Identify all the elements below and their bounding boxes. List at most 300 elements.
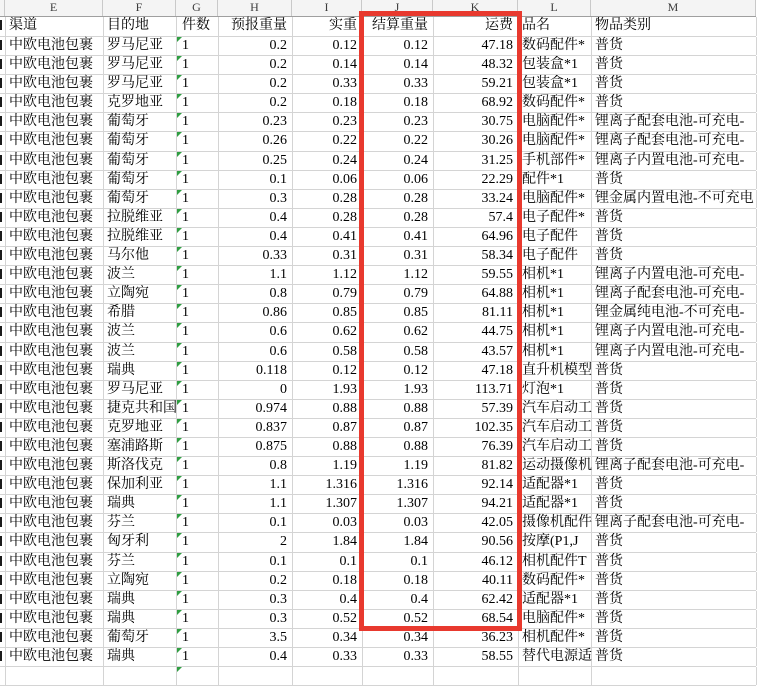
cell-actual-weight[interactable]: 0.41 — [293, 228, 363, 246]
cell-settlement-weight[interactable]: 1.307 — [363, 495, 434, 513]
column-header-I[interactable]: I — [292, 0, 362, 16]
cell-pieces[interactable]: 1 — [177, 152, 219, 170]
cell-settlement-weight[interactable]: 0.28 — [363, 209, 434, 227]
cell-forecast-weight[interactable]: 0.4 — [219, 228, 293, 246]
cell-freight[interactable]: 42.05 — [434, 514, 519, 532]
cell-channel[interactable]: 中欧电池包裹 — [6, 457, 104, 475]
cell-actual-weight[interactable]: 0.85 — [293, 304, 363, 322]
cell-actual-weight[interactable]: 0.24 — [293, 152, 363, 170]
cell-pieces[interactable]: 1 — [177, 572, 219, 590]
cell-forecast-weight[interactable]: 0.3 — [219, 610, 293, 628]
cell-freight[interactable]: 113.71 — [434, 381, 519, 399]
cell-forecast-weight[interactable]: 0.2 — [219, 37, 293, 55]
cell-settlement-weight[interactable]: 0.03 — [363, 514, 434, 532]
cell-actual-weight[interactable]: 0.52 — [293, 610, 363, 628]
cell-channel[interactable]: 中欧电池包裹 — [6, 171, 104, 189]
cell-freight[interactable]: 22.29 — [434, 171, 519, 189]
cell-pieces[interactable]: 1 — [177, 37, 219, 55]
cell-channel[interactable]: 中欧电池包裹 — [6, 514, 104, 532]
cell-freight[interactable]: 59.21 — [434, 75, 519, 93]
cell-freight[interactable]: 62.42 — [434, 591, 519, 609]
cell-destination[interactable]: 瑞典 — [104, 610, 177, 628]
cell-forecast-weight[interactable]: 0.6 — [219, 343, 293, 361]
cell-pieces[interactable]: 1 — [177, 323, 219, 341]
cell-actual-weight[interactable]: 0.33 — [293, 75, 363, 93]
cell-forecast-weight[interactable]: 0.25 — [219, 152, 293, 170]
cell-forecast-weight[interactable]: 0.23 — [219, 113, 293, 131]
cell-freight[interactable] — [434, 667, 519, 685]
column-header-L[interactable]: L — [518, 0, 591, 16]
cell-actual-weight[interactable]: 0.4 — [293, 591, 363, 609]
cell-product[interactable]: 直升机模型 — [519, 362, 592, 380]
cell-forecast-weight[interactable]: 0.4 — [219, 648, 293, 666]
cell-settlement-weight[interactable]: 0.28 — [363, 190, 434, 208]
cell-channel[interactable]: 中欧电池包裹 — [6, 533, 104, 551]
cell-channel[interactable]: 中欧电池包裹 — [6, 438, 104, 456]
cell-channel[interactable]: 中欧电池包裹 — [6, 94, 104, 112]
cell-settlement-weight[interactable]: 0.33 — [363, 648, 434, 666]
cell-pieces[interactable]: 1 — [177, 419, 219, 437]
cell-channel[interactable]: 中欧电池包裹 — [6, 285, 104, 303]
cell-settlement-weight[interactable]: 0.12 — [363, 362, 434, 380]
cell-product[interactable]: 包装盒*1 — [519, 56, 592, 74]
cell-pieces[interactable]: 1 — [177, 171, 219, 189]
cell-pieces[interactable]: 1 — [177, 648, 219, 666]
cell-settlement-weight[interactable]: 0.85 — [363, 304, 434, 322]
cell-channel[interactable]: 中欧电池包裹 — [6, 572, 104, 590]
cell-settlement-weight[interactable]: 0.58 — [363, 343, 434, 361]
cell-pieces[interactable]: 1 — [177, 56, 219, 74]
cell-channel[interactable]: 中欧电池包裹 — [6, 228, 104, 246]
cell-destination[interactable]: 瑞典 — [104, 495, 177, 513]
cell-destination[interactable]: 斯洛伐克 — [104, 457, 177, 475]
cell-product[interactable]: 汽车启动工 — [519, 438, 592, 456]
cell-product[interactable]: 电脑配件* — [519, 190, 592, 208]
cell-channel[interactable]: 中欧电池包裹 — [6, 266, 104, 284]
cell-destination[interactable]: 罗马尼亚 — [104, 56, 177, 74]
cell-product[interactable]: 适配器*1 — [519, 476, 592, 494]
cell-category[interactable]: 普货 — [592, 419, 757, 437]
cell-settlement-weight[interactable]: 0.34 — [363, 629, 434, 647]
cell-product[interactable]: 电脑配件* — [519, 132, 592, 150]
cell-destination[interactable]: 拉脱维亚 — [104, 228, 177, 246]
cell-destination[interactable]: 瑞典 — [104, 591, 177, 609]
cell-actual-weight[interactable]: 0.1 — [293, 553, 363, 571]
cell-product[interactable]: 电子配件 — [519, 228, 592, 246]
cell-category[interactable]: 普货 — [592, 247, 757, 265]
cell-product[interactable]: 摄像机配件 — [519, 514, 592, 532]
cell-product[interactable]: 数码配件* — [519, 37, 592, 55]
cell-forecast-weight[interactable]: 0.1 — [219, 553, 293, 571]
cell-channel[interactable]: 中欧电池包裹 — [6, 304, 104, 322]
cell-product[interactable]: 适配器*1 — [519, 591, 592, 609]
cell-destination[interactable]: 立陶宛 — [104, 572, 177, 590]
cell-destination[interactable]: 罗马尼亚 — [104, 37, 177, 55]
cell-category[interactable]: 锂离子内置电池-可充电- — [592, 343, 757, 361]
header-cell[interactable]: 物品类别 — [592, 17, 757, 36]
cell-freight[interactable]: 40.11 — [434, 572, 519, 590]
cell-freight[interactable]: 57.4 — [434, 209, 519, 227]
cell-settlement-weight[interactable]: 0.18 — [363, 572, 434, 590]
cell-forecast-weight[interactable]: 0.2 — [219, 56, 293, 74]
cell-settlement-weight[interactable]: 0.22 — [363, 132, 434, 150]
column-header-F[interactable]: F — [103, 0, 176, 16]
cell-actual-weight[interactable]: 1.307 — [293, 495, 363, 513]
cell-product[interactable]: 电子配件* — [519, 209, 592, 227]
cell-forecast-weight[interactable]: 3.5 — [219, 629, 293, 647]
cell-product[interactable]: 相机*1 — [519, 343, 592, 361]
cell-forecast-weight[interactable] — [219, 667, 293, 685]
cell-pieces[interactable]: 1 — [177, 591, 219, 609]
cell-freight[interactable]: 64.88 — [434, 285, 519, 303]
cell-destination[interactable]: 芬兰 — [104, 514, 177, 532]
cell-actual-weight[interactable]: 0.87 — [293, 419, 363, 437]
cell-actual-weight[interactable]: 1.84 — [293, 533, 363, 551]
cell-actual-weight[interactable]: 0.31 — [293, 247, 363, 265]
cell-destination[interactable] — [104, 667, 177, 685]
cell-settlement-weight[interactable]: 0.62 — [363, 323, 434, 341]
cell-pieces[interactable]: 1 — [177, 228, 219, 246]
cell-product[interactable]: 运动摄像机 — [519, 457, 592, 475]
cell-destination[interactable]: 芬兰 — [104, 553, 177, 571]
cell-destination[interactable]: 瑞典 — [104, 648, 177, 666]
cell-actual-weight[interactable]: 0.62 — [293, 323, 363, 341]
cell-settlement-weight[interactable]: 0.88 — [363, 400, 434, 418]
cell-pieces[interactable]: 1 — [177, 553, 219, 571]
cell-destination[interactable]: 立陶宛 — [104, 285, 177, 303]
cell-channel[interactable]: 中欧电池包裹 — [6, 209, 104, 227]
cell-settlement-weight[interactable]: 0.1 — [363, 553, 434, 571]
cell-settlement-weight[interactable]: 0.52 — [363, 610, 434, 628]
cell-product[interactable]: 按摩(P1,J — [519, 533, 592, 551]
cell-product[interactable]: 配件*1 — [519, 171, 592, 189]
cell-actual-weight[interactable]: 0.12 — [293, 362, 363, 380]
cell-destination[interactable]: 葡萄牙 — [104, 113, 177, 131]
cell-channel[interactable]: 中欧电池包裹 — [6, 362, 104, 380]
cell-destination[interactable]: 保加利亚 — [104, 476, 177, 494]
column-header-E[interactable]: E — [5, 0, 103, 16]
cell-channel[interactable]: 中欧电池包裹 — [6, 247, 104, 265]
cell-pieces[interactable]: 1 — [177, 247, 219, 265]
cell-channel[interactable]: 中欧电池包裹 — [6, 400, 104, 418]
cell-channel[interactable] — [6, 667, 104, 685]
cell-freight[interactable]: 30.75 — [434, 113, 519, 131]
cell-channel[interactable]: 中欧电池包裹 — [6, 56, 104, 74]
cell-channel[interactable]: 中欧电池包裹 — [6, 419, 104, 437]
cell-product[interactable]: 电子配件 — [519, 247, 592, 265]
cell-settlement-weight[interactable]: 0.41 — [363, 228, 434, 246]
column-header-H[interactable]: H — [218, 0, 292, 16]
cell-category[interactable]: 普货 — [592, 438, 757, 456]
cell-product[interactable]: 相机*1 — [519, 266, 592, 284]
cell-pieces[interactable]: 1 — [177, 495, 219, 513]
cell-forecast-weight[interactable]: 1.1 — [219, 266, 293, 284]
cell-actual-weight[interactable]: 1.316 — [293, 476, 363, 494]
cell-category[interactable]: 普货 — [592, 610, 757, 628]
cell-destination[interactable]: 波兰 — [104, 323, 177, 341]
cell-product[interactable]: 数码配件* — [519, 572, 592, 590]
cell-category[interactable]: 普货 — [592, 572, 757, 590]
cell-freight[interactable]: 76.39 — [434, 438, 519, 456]
cell-forecast-weight[interactable]: 0.6 — [219, 323, 293, 341]
cell-category[interactable]: 普货 — [592, 400, 757, 418]
cell-freight[interactable]: 64.96 — [434, 228, 519, 246]
cell-destination[interactable]: 葡萄牙 — [104, 190, 177, 208]
cell-category[interactable]: 锂离子内置电池-可充电- — [592, 266, 757, 284]
cell-category[interactable] — [592, 667, 757, 685]
cell-pieces[interactable]: 1 — [177, 190, 219, 208]
cell-freight[interactable]: 58.34 — [434, 247, 519, 265]
cell-actual-weight[interactable]: 0.14 — [293, 56, 363, 74]
cell-actual-weight[interactable]: 0.33 — [293, 648, 363, 666]
cell-category[interactable]: 普货 — [592, 476, 757, 494]
cell-freight[interactable]: 31.25 — [434, 152, 519, 170]
cell-product[interactable]: 手机部件* — [519, 152, 592, 170]
cell-pieces[interactable]: 1 — [177, 266, 219, 284]
cell-destination[interactable]: 葡萄牙 — [104, 171, 177, 189]
cell-destination[interactable]: 捷克共和国 — [104, 400, 177, 418]
cell-category[interactable]: 普货 — [592, 495, 757, 513]
cell-freight[interactable]: 90.56 — [434, 533, 519, 551]
cell-product[interactable]: 灯泡*1 — [519, 381, 592, 399]
cell-destination[interactable]: 克罗地亚 — [104, 94, 177, 112]
cell-forecast-weight[interactable]: 0.837 — [219, 419, 293, 437]
cell-category[interactable]: 锂离子内置电池-可充电- — [592, 152, 757, 170]
cell-freight[interactable]: 59.55 — [434, 266, 519, 284]
cell-forecast-weight[interactable]: 0.2 — [219, 75, 293, 93]
cell-product[interactable]: 相机*1 — [519, 285, 592, 303]
cell-category[interactable]: 锂金属内置电池-不可充电 — [592, 190, 757, 208]
cell-freight[interactable]: 30.26 — [434, 132, 519, 150]
cell-product[interactable]: 相机*1 — [519, 323, 592, 341]
cell-category[interactable]: 普货 — [592, 381, 757, 399]
cell-freight[interactable]: 43.57 — [434, 343, 519, 361]
cell-forecast-weight[interactable]: 0.86 — [219, 304, 293, 322]
cell-forecast-weight[interactable]: 0.974 — [219, 400, 293, 418]
cell-forecast-weight[interactable]: 0.33 — [219, 247, 293, 265]
cell-product[interactable]: 汽车启动工 — [519, 400, 592, 418]
cell-pieces[interactable]: 1 — [177, 514, 219, 532]
cell-channel[interactable]: 中欧电池包裹 — [6, 113, 104, 131]
cell-destination[interactable]: 马尔他 — [104, 247, 177, 265]
cell-settlement-weight[interactable]: 0.12 — [363, 37, 434, 55]
cell-channel[interactable]: 中欧电池包裹 — [6, 610, 104, 628]
cell-freight[interactable]: 81.82 — [434, 457, 519, 475]
cell-category[interactable]: 普货 — [592, 75, 757, 93]
column-header-M[interactable]: M — [591, 0, 756, 16]
cell-freight[interactable]: 102.35 — [434, 419, 519, 437]
cell-channel[interactable]: 中欧电池包裹 — [6, 152, 104, 170]
cell-category[interactable]: 普货 — [592, 533, 757, 551]
cell-settlement-weight[interactable]: 0.06 — [363, 171, 434, 189]
cell-category[interactable]: 普货 — [592, 629, 757, 647]
header-cell[interactable]: 结算重量 — [363, 17, 434, 36]
cell-actual-weight[interactable]: 0.06 — [293, 171, 363, 189]
cell-actual-weight[interactable]: 0.34 — [293, 629, 363, 647]
cell-category[interactable]: 普货 — [592, 37, 757, 55]
cell-pieces[interactable]: 1 — [177, 610, 219, 628]
cell-actual-weight[interactable]: 1.93 — [293, 381, 363, 399]
cell-forecast-weight[interactable]: 0.118 — [219, 362, 293, 380]
cell-pieces[interactable]: 1 — [177, 209, 219, 227]
cell-category[interactable]: 锂离子配套电池-可充电- — [592, 285, 757, 303]
cell-destination[interactable]: 希腊 — [104, 304, 177, 322]
cell-pieces[interactable]: 1 — [177, 476, 219, 494]
cell-settlement-weight[interactable]: 1.12 — [363, 266, 434, 284]
cell-channel[interactable]: 中欧电池包裹 — [6, 75, 104, 93]
cell-pieces[interactable]: 1 — [177, 113, 219, 131]
cell-freight[interactable]: 44.75 — [434, 323, 519, 341]
cell-actual-weight[interactable]: 0.88 — [293, 438, 363, 456]
cell-destination[interactable]: 波兰 — [104, 343, 177, 361]
header-cell[interactable]: 件数 — [177, 17, 219, 36]
cell-actual-weight[interactable]: 0.79 — [293, 285, 363, 303]
header-cell[interactable]: 渠道 — [6, 17, 104, 36]
cell-actual-weight[interactable]: 0.12 — [293, 37, 363, 55]
cell-freight[interactable]: 47.18 — [434, 37, 519, 55]
cell-category[interactable]: 锂金属纯电池-不可充电- — [592, 304, 757, 322]
cell-category[interactable]: 普货 — [592, 171, 757, 189]
cell-pieces[interactable]: 1 — [177, 94, 219, 112]
cell-category[interactable]: 锂离子配套电池-可充电- — [592, 457, 757, 475]
cell-category[interactable]: 普货 — [592, 209, 757, 227]
cell-settlement-weight[interactable]: 1.93 — [363, 381, 434, 399]
cell-channel[interactable]: 中欧电池包裹 — [6, 37, 104, 55]
cell-forecast-weight[interactable]: 0.8 — [219, 285, 293, 303]
cell-pieces[interactable]: 1 — [177, 533, 219, 551]
cell-settlement-weight[interactable]: 0.18 — [363, 94, 434, 112]
cell-channel[interactable]: 中欧电池包裹 — [6, 553, 104, 571]
cell-category[interactable]: 普货 — [592, 553, 757, 571]
cell-product[interactable]: 电脑配件* — [519, 113, 592, 131]
cell-category[interactable]: 锂离子配套电池-可充电- — [592, 514, 757, 532]
cell-freight[interactable]: 94.21 — [434, 495, 519, 513]
column-header-G[interactable]: G — [176, 0, 218, 16]
cell-pieces[interactable]: 1 — [177, 362, 219, 380]
cell-forecast-weight[interactable]: 0.1 — [219, 171, 293, 189]
cell-actual-weight[interactable]: 0.18 — [293, 94, 363, 112]
cell-forecast-weight[interactable]: 0 — [219, 381, 293, 399]
cell-product[interactable]: 适配器*1 — [519, 495, 592, 513]
cell-product[interactable]: 汽车启动工 — [519, 419, 592, 437]
cell-product[interactable]: 电脑配件* — [519, 610, 592, 628]
cell-freight[interactable]: 33.24 — [434, 190, 519, 208]
cell-pieces[interactable]: 1 — [177, 438, 219, 456]
cell-forecast-weight[interactable]: 1.1 — [219, 476, 293, 494]
cell-channel[interactable]: 中欧电池包裹 — [6, 495, 104, 513]
cell-category[interactable]: 普货 — [592, 648, 757, 666]
cell-channel[interactable]: 中欧电池包裹 — [6, 343, 104, 361]
cell-settlement-weight[interactable]: 0.23 — [363, 113, 434, 131]
cell-channel[interactable]: 中欧电池包裹 — [6, 190, 104, 208]
cell-actual-weight[interactable]: 0.28 — [293, 190, 363, 208]
column-header-K[interactable]: K — [433, 0, 518, 16]
cell-pieces[interactable]: 1 — [177, 304, 219, 322]
cell-freight[interactable]: 68.92 — [434, 94, 519, 112]
header-cell[interactable]: 品名 — [519, 17, 592, 36]
cell-forecast-weight[interactable]: 1.1 — [219, 495, 293, 513]
cell-freight[interactable]: 47.18 — [434, 362, 519, 380]
cell-settlement-weight[interactable]: 0.14 — [363, 56, 434, 74]
cell-destination[interactable]: 罗马尼亚 — [104, 381, 177, 399]
cell-product[interactable]: 数码配件* — [519, 94, 592, 112]
cell-settlement-weight[interactable]: 0.31 — [363, 247, 434, 265]
column-header-J[interactable]: J — [362, 0, 433, 16]
cell-category[interactable]: 普货 — [592, 228, 757, 246]
cell-category[interactable]: 普货 — [592, 362, 757, 380]
cell-settlement-weight[interactable]: 0.4 — [363, 591, 434, 609]
cell-forecast-weight[interactable]: 0.3 — [219, 190, 293, 208]
cell-freight[interactable]: 48.32 — [434, 56, 519, 74]
cell-forecast-weight[interactable]: 0.1 — [219, 514, 293, 532]
cell-actual-weight[interactable]: 1.12 — [293, 266, 363, 284]
cell-settlement-weight[interactable]: 1.19 — [363, 457, 434, 475]
cell-destination[interactable]: 葡萄牙 — [104, 132, 177, 150]
cell-category[interactable]: 普货 — [592, 591, 757, 609]
cell-pieces[interactable] — [177, 667, 219, 685]
cell-pieces[interactable]: 1 — [177, 343, 219, 361]
cell-actual-weight[interactable]: 0.03 — [293, 514, 363, 532]
header-cell[interactable]: 目的地 — [104, 17, 177, 36]
cell-pieces[interactable]: 1 — [177, 132, 219, 150]
cell-forecast-weight[interactable]: 0.8 — [219, 457, 293, 475]
cell-product[interactable]: 相机*1 — [519, 304, 592, 322]
cell-channel[interactable]: 中欧电池包裹 — [6, 381, 104, 399]
cell-channel[interactable]: 中欧电池包裹 — [6, 591, 104, 609]
cell-actual-weight[interactable]: 0.28 — [293, 209, 363, 227]
cell-pieces[interactable]: 1 — [177, 75, 219, 93]
cell-destination[interactable]: 瑞典 — [104, 362, 177, 380]
cell-product[interactable]: 替代电源适 — [519, 648, 592, 666]
cell-settlement-weight[interactable]: 0.24 — [363, 152, 434, 170]
cell-freight[interactable]: 46.12 — [434, 553, 519, 571]
cell-product[interactable] — [519, 667, 592, 685]
cell-actual-weight[interactable]: 0.22 — [293, 132, 363, 150]
cell-freight[interactable]: 36.23 — [434, 629, 519, 647]
header-cell[interactable]: 实重 — [293, 17, 363, 36]
cell-freight[interactable]: 92.14 — [434, 476, 519, 494]
cell-pieces[interactable]: 1 — [177, 457, 219, 475]
cell-forecast-weight[interactable]: 0.2 — [219, 94, 293, 112]
cell-forecast-weight[interactable]: 0.3 — [219, 591, 293, 609]
cell-product[interactable]: 包装盒*1 — [519, 75, 592, 93]
cell-destination[interactable]: 塞浦路斯 — [104, 438, 177, 456]
cell-category[interactable]: 普货 — [592, 56, 757, 74]
cell-actual-weight[interactable]: 0.23 — [293, 113, 363, 131]
cell-product[interactable]: 相机配件* — [519, 629, 592, 647]
cell-actual-weight[interactable]: 0.58 — [293, 343, 363, 361]
cell-settlement-weight[interactable]: 0.87 — [363, 419, 434, 437]
cell-destination[interactable]: 匈牙利 — [104, 533, 177, 551]
header-cell[interactable]: 预报重量 — [219, 17, 293, 36]
cell-settlement-weight[interactable]: 0.33 — [363, 75, 434, 93]
cell-freight[interactable]: 58.55 — [434, 648, 519, 666]
cell-forecast-weight[interactable]: 0.4 — [219, 209, 293, 227]
cell-channel[interactable]: 中欧电池包裹 — [6, 132, 104, 150]
cell-category[interactable]: 普货 — [592, 94, 757, 112]
cell-destination[interactable]: 波兰 — [104, 266, 177, 284]
cell-settlement-weight[interactable] — [363, 667, 434, 685]
cell-pieces[interactable]: 1 — [177, 400, 219, 418]
cell-pieces[interactable]: 1 — [177, 285, 219, 303]
cell-forecast-weight[interactable]: 0.875 — [219, 438, 293, 456]
cell-destination[interactable]: 葡萄牙 — [104, 152, 177, 170]
cell-pieces[interactable]: 1 — [177, 629, 219, 647]
cell-destination[interactable]: 罗马尼亚 — [104, 75, 177, 93]
cell-actual-weight[interactable]: 0.18 — [293, 572, 363, 590]
cell-actual-weight[interactable]: 1.19 — [293, 457, 363, 475]
cell-channel[interactable]: 中欧电池包裹 — [6, 648, 104, 666]
